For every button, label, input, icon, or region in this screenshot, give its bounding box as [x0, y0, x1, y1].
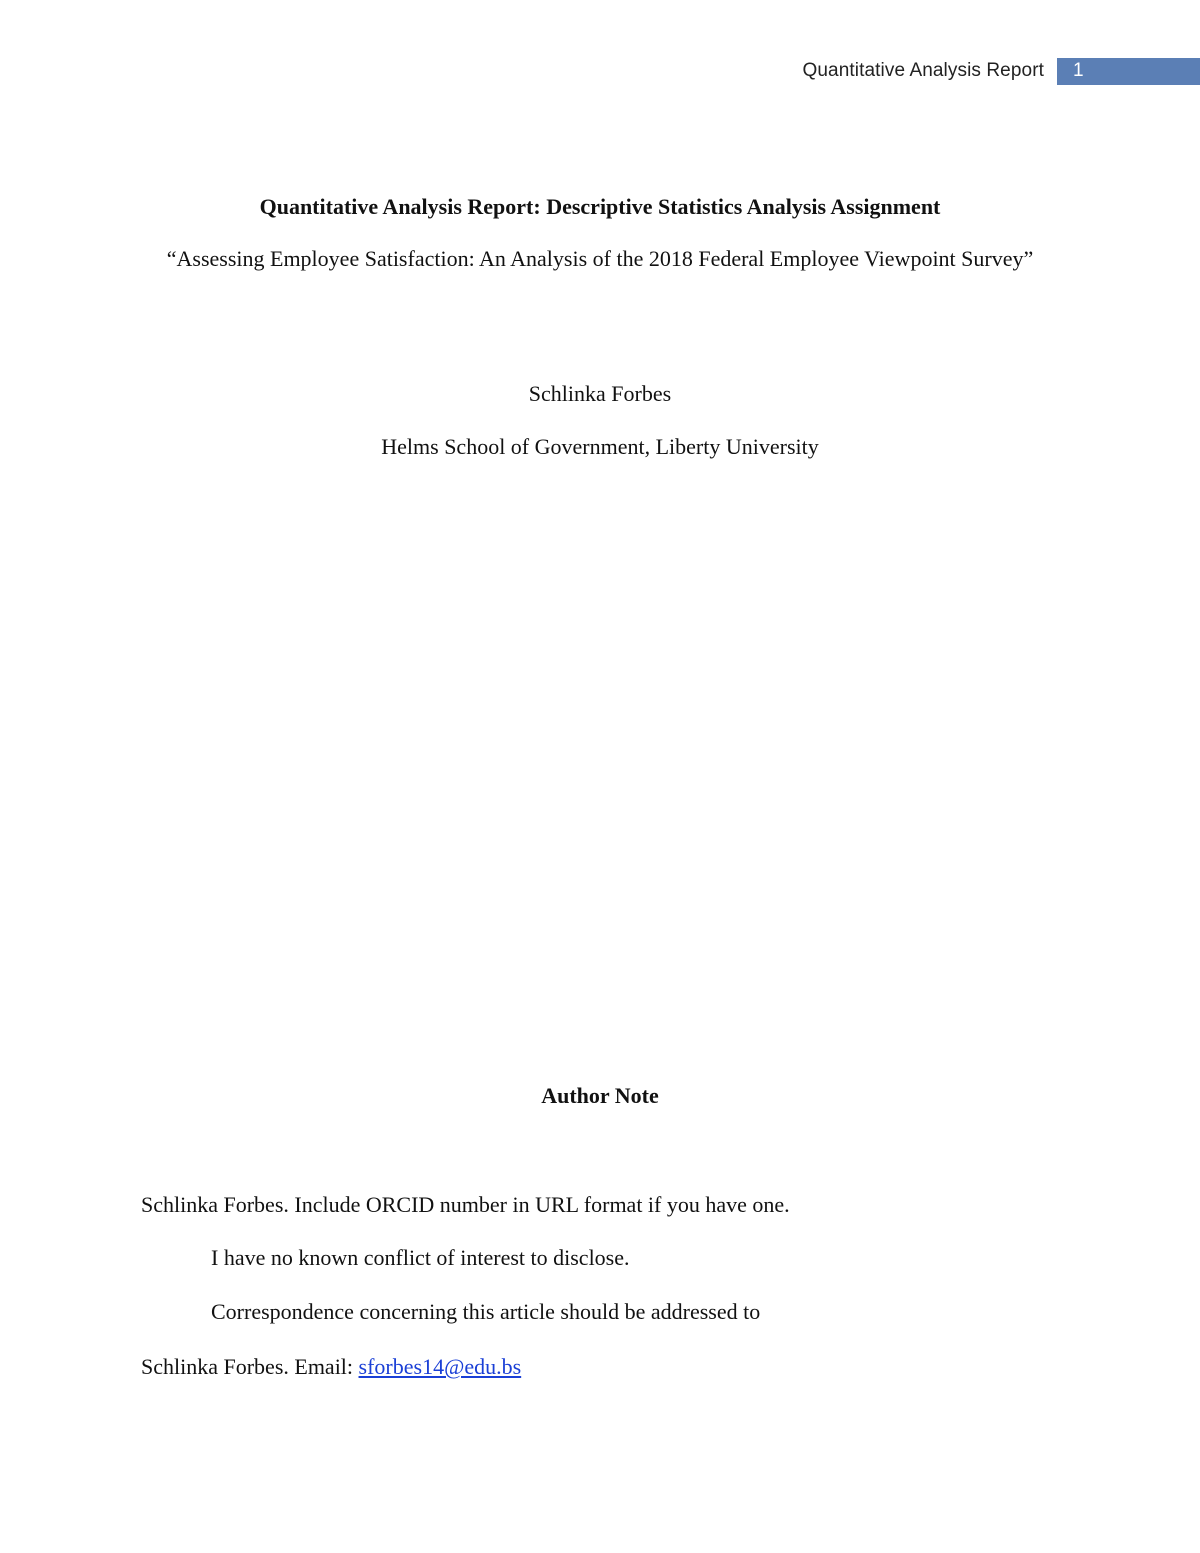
author-affiliation: Helms School of Government, Liberty University [381, 434, 819, 459]
paper-title: Quantitative Analysis Report: Descriptive Statistics Analysis Assignment [259, 194, 941, 219]
correspondence-statement: Correspondence concerning this article should be addressed to [211, 1299, 761, 1324]
author-note-heading: Author Note [541, 1083, 659, 1108]
paper-subtitle: “Assessing Employee Satisfaction: An Analysis of the 2018 Federal Employee Viewpoint Survey” [166, 246, 1034, 271]
email-prefix: Schlinka Forbes. Email: [141, 1354, 359, 1379]
orcid-statement: Schlinka Forbes. Include ORCID number in URL format if you have one. [141, 1192, 790, 1217]
conflict-of-interest-statement: I have no known conflict of interest to disclose. [211, 1245, 630, 1270]
email-line [141, 1354, 521, 1380]
page-number-box [1057, 58, 1200, 85]
author-name: Schlinka Forbes [528, 381, 672, 406]
page-number: 1 [1073, 60, 1084, 81]
running-head-title: Quantitative Analysis Report [802, 60, 1044, 81]
email-link[interactable]: sforbes14@edu.bs [358, 1354, 522, 1379]
